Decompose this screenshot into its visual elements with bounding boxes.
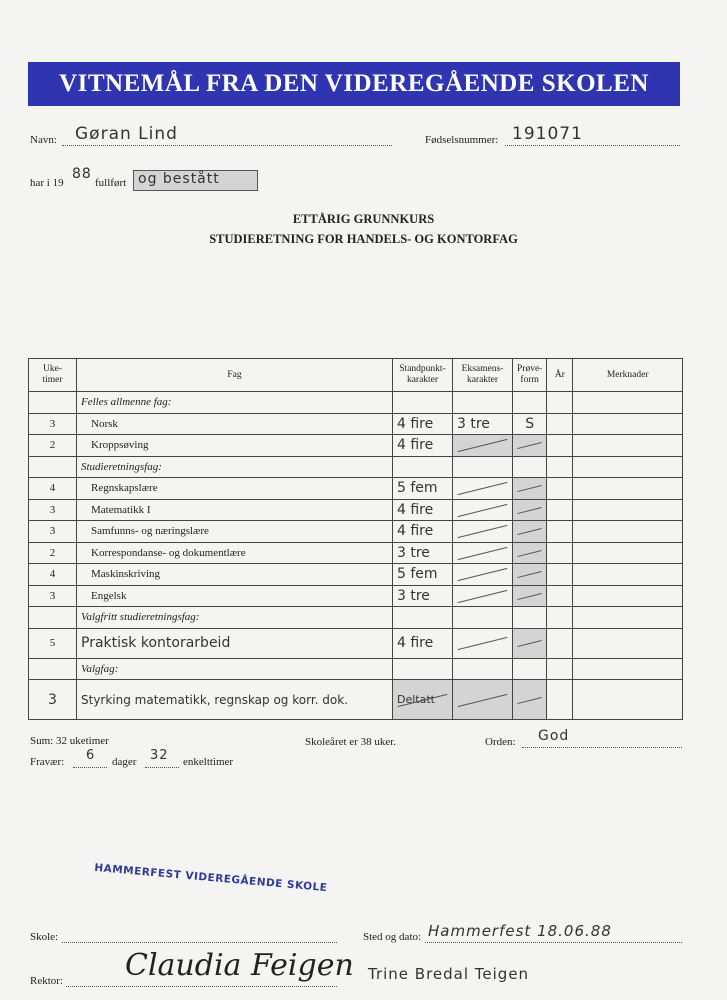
skole-label: Skole: bbox=[30, 931, 59, 943]
standpunkt-grade: 4 fire bbox=[393, 435, 453, 457]
fravar-label: Fravær: bbox=[30, 756, 65, 768]
subject-cell: Styrking matematikk, regnskap og korr. dok. bbox=[77, 680, 393, 720]
header-standpunkt: Standpunkt-karakter bbox=[393, 359, 453, 392]
subject-cell: Samfunns- og næringslære bbox=[77, 521, 393, 543]
section-row bbox=[29, 658, 683, 680]
eksamen-grade: 3 tre bbox=[453, 413, 513, 435]
subject-cell: Norsk bbox=[77, 413, 393, 435]
standpunkt-grade: Deltatt bbox=[393, 680, 453, 720]
rektor-signature: Claudia Feigen bbox=[125, 948, 354, 983]
standpunkt-grade: 3 tre bbox=[393, 542, 453, 564]
skolear-text: Skoleåret er 38 uker. bbox=[305, 736, 397, 748]
table-row: 2 Kroppsøving 4 fire bbox=[29, 435, 683, 457]
section-felles: Felles allmenne fag: bbox=[77, 392, 393, 414]
section-row bbox=[29, 607, 683, 629]
subject-cell: Maskinskriving bbox=[77, 564, 393, 586]
rektor-line bbox=[66, 985, 337, 987]
har-label: har i 19 bbox=[30, 177, 64, 189]
standpunkt-grade: 4 fire bbox=[393, 521, 453, 543]
skole-line bbox=[62, 941, 337, 943]
header-proveform: Prøve-form bbox=[513, 359, 547, 392]
fravar-days: 6 bbox=[86, 748, 96, 763]
standpunkt-grade: 4 fire bbox=[393, 499, 453, 521]
dager-label: dager bbox=[112, 756, 137, 768]
table-row: 3 Engelsk 3 tre bbox=[29, 585, 683, 607]
fravar-hours: 32 bbox=[150, 748, 169, 763]
rektor-label: Rektor: bbox=[30, 975, 63, 987]
sum-text: Sum: 32 uketimer bbox=[30, 735, 109, 747]
status-box bbox=[133, 170, 258, 191]
year-value: 88 bbox=[72, 166, 92, 182]
table-row: 4 Maskinskriving 5 fem bbox=[29, 564, 683, 586]
orden-value: God bbox=[538, 728, 570, 744]
standpunkt-grade: 4 fire bbox=[393, 628, 453, 658]
table-row: 3 Samfunns- og næringslære 4 fire bbox=[29, 521, 683, 543]
orden-line bbox=[522, 746, 682, 748]
section-studie: Studieretningsfag: bbox=[77, 456, 393, 478]
standpunkt-grade: 3 tre bbox=[393, 585, 453, 607]
section-valgfag: Valgfag: bbox=[77, 658, 393, 680]
subject-cell: Matematikk I bbox=[77, 499, 393, 521]
standpunkt-grade: 4 fire bbox=[393, 413, 453, 435]
subject-cell: Regnskapslære bbox=[77, 478, 393, 500]
sted-value: Hammerfest 18.06.88 bbox=[428, 922, 612, 940]
subject-cell: Engelsk bbox=[77, 585, 393, 607]
name-value: Gøran Lind bbox=[75, 124, 178, 144]
section-row bbox=[29, 392, 683, 414]
table-row: 3 Norsk 4 fire 3 tre S bbox=[29, 413, 683, 435]
grades-table bbox=[28, 358, 683, 720]
sted-line bbox=[425, 941, 682, 943]
header-eksamen: Eksamens-karakter bbox=[453, 359, 513, 392]
status-value: og bestått bbox=[138, 171, 220, 187]
table-row: 4 Regnskapslære 5 fem bbox=[29, 478, 683, 500]
subject-cell: Praktisk kontorarbeid bbox=[77, 628, 393, 658]
table-row: 3 Matematikk I 4 fire bbox=[29, 499, 683, 521]
subject-cell: Korrespondanse- og dokumentlære bbox=[77, 542, 393, 564]
section-row bbox=[29, 456, 683, 478]
birth-line bbox=[505, 144, 680, 146]
header-fag: Fag bbox=[77, 359, 393, 392]
name-line bbox=[62, 144, 392, 146]
standpunkt-grade: 5 fem bbox=[393, 564, 453, 586]
standpunkt-grade: 5 fem bbox=[393, 478, 453, 500]
table-row: 5 Praktisk kontorarbeid 4 fire bbox=[29, 628, 683, 658]
school-stamp: HAMMERFEST VIDEREGÅENDE SKOLE bbox=[93, 861, 328, 895]
enkelttimer-label: enkelttimer bbox=[183, 756, 234, 768]
header-uketimer: Uke-timer bbox=[29, 359, 77, 392]
second-signature: Trine Bredal Teigen bbox=[368, 965, 530, 983]
table-row: 2 Korrespondanse- og dokumentlære 3 tre bbox=[29, 542, 683, 564]
table-row: 3 Styrking matematikk, regnskap og korr. dok. Deltatt bbox=[29, 680, 683, 720]
fravar-hours-line bbox=[145, 766, 179, 768]
birth-value: 191071 bbox=[512, 124, 583, 144]
heading-direction: STUDIERETNING FOR HANDELS- OG KONTORFAG bbox=[209, 232, 518, 246]
header-merknader: Merknader bbox=[573, 359, 683, 392]
subject-cell: Kroppsøving bbox=[77, 435, 393, 457]
section-valgfritt: Valgfritt studieretningsfag: bbox=[77, 607, 393, 629]
name-label: Navn: bbox=[30, 134, 57, 146]
birth-label: Fødselsnummer: bbox=[425, 134, 499, 146]
fullfort-label: fullført bbox=[95, 177, 127, 189]
table-header bbox=[29, 359, 683, 392]
heading-course: ETTÅRIG GRUNNKURS bbox=[292, 212, 435, 226]
document-title: VITNEMÅL FRA DEN VIDEREGÅENDE SKOLEN bbox=[28, 62, 680, 106]
orden-label: Orden: bbox=[485, 736, 516, 748]
fravar-days-line bbox=[73, 766, 107, 768]
header-ar: År bbox=[547, 359, 573, 392]
proveform-value: S bbox=[513, 413, 547, 435]
sted-label: Sted og dato: bbox=[363, 931, 422, 943]
